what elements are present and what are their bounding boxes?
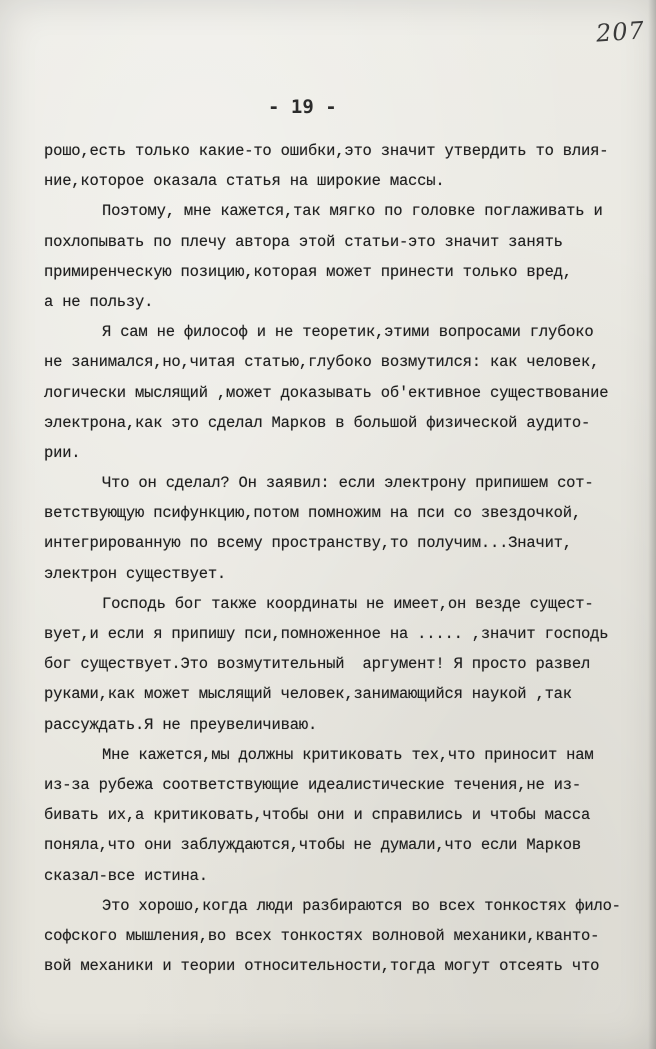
- text-line: не занимался,но,читая статью,глубоко возмутился: как человек,: [44, 353, 600, 372]
- text-line: Поэтому, мне кажется,так мягко по головке поглаживать и: [102, 202, 603, 221]
- text-line: интегрированную по всему пространству,то получим...Значит,: [44, 534, 572, 553]
- text-line: сказал-все истина.: [44, 866, 208, 885]
- text-line: ние,которое оказала статья на широкие массы.: [44, 172, 445, 191]
- text-line: софского мышления,во всех тонкостях волновой механики,кванто-: [44, 926, 600, 945]
- text-line: электрон существует.: [44, 564, 227, 583]
- page-number: - 19 -: [268, 96, 337, 118]
- text-line: примиренческую позицию,которая может принести только вред,: [44, 262, 572, 281]
- text-line: из-за рубежа соответствующие идеалистические течения,не из-: [44, 775, 581, 794]
- text-line: электрона,как это сделал Марков в большой физической аудито-: [44, 413, 591, 432]
- text-line: логически мыслящий ,может доказывать об'ективное существование: [44, 383, 609, 402]
- text-line: а не пользу.: [44, 292, 154, 311]
- text-line: Это хорошо,когда люди разбираются во всех тонкостях фило-: [102, 896, 621, 915]
- text-line: рии.: [44, 443, 81, 462]
- text-line: ветствующую псифункцию,потом помножим на пси со звездочкой,: [44, 504, 581, 523]
- text-line: бивать их,а критиковать,чтобы они и справились и чтобы масса: [44, 806, 591, 825]
- text-line: Что он сделал? Он заявил: если электрону припишем сот-: [102, 474, 594, 493]
- text-line: бог существует.Это возмутительный аргумент! Я просто развел: [44, 655, 591, 674]
- page-edge-shadow: [648, 0, 656, 1049]
- text-line: Мне кажется,мы должны критиковать тех,что приносит нам: [102, 745, 594, 764]
- text-line: рассуждать.Я не преувеличиваю.: [44, 715, 318, 734]
- text-line: Господь бог также координаты не имеет,он везде сущест-: [102, 594, 594, 613]
- text-line: руками,как может мыслящий человек,занимающийся наукой ,так: [44, 685, 572, 704]
- text-line: вой механики и теории относительности,тогда могут отсеять что: [44, 957, 600, 976]
- typewritten-body: [44, 136, 644, 981]
- text-line: Я сам не философ и не теоретик,этими вопросами глубоко: [102, 323, 594, 342]
- text-line: вует,и если я припишу пси,помноженное на ..... ,значит господь: [44, 625, 609, 643]
- handwritten-folio-number: 207: [595, 16, 646, 48]
- text-line: поняла,что они заблуждаются,чтобы не думали,что если Марков: [44, 836, 581, 855]
- text-line: похлопывать по плечу автора этой статьи-это значит занять: [44, 232, 563, 251]
- text-line: рошо,есть только какие-то ошибки,это значит утвердить то влия-: [44, 142, 609, 160]
